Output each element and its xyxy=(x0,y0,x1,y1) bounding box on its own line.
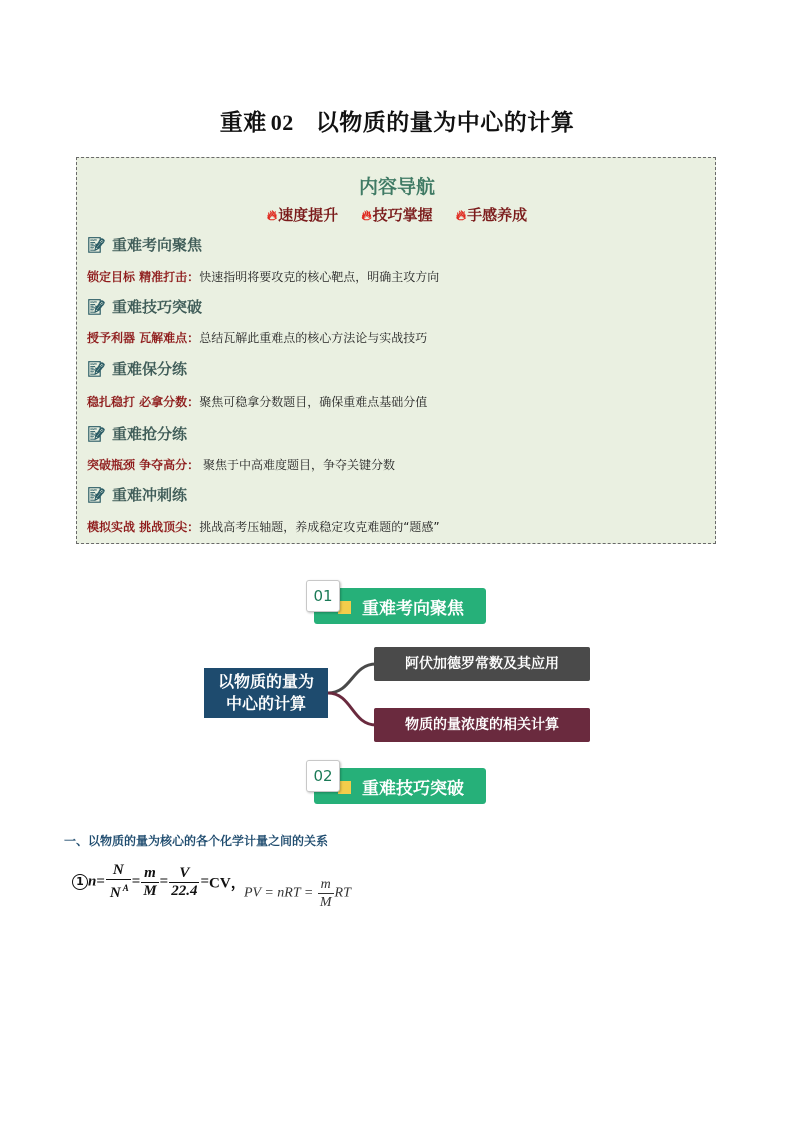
nav-section-line: 稳扎稳打 必拿分数：聚焦可稳拿分数题目，确保重难点基础分值 xyxy=(87,395,428,409)
nav-section-heading: 📝︎ 重难技巧突破 xyxy=(87,298,203,316)
fraction: $\frac{m}{M}$ xyxy=(143,864,157,899)
nav-tag-feel: 🔥︎手感养成 xyxy=(455,206,528,224)
mindmap-branch-avogadro: 阿伏加德罗常数及其应用 xyxy=(374,647,590,681)
fraction: $\frac{V}{22.4}$ xyxy=(171,864,198,899)
flame-icon: 🔥︎ xyxy=(455,208,467,224)
nav-section-heading: 📝︎ 重难冲刺练 xyxy=(87,486,188,504)
nav-tag-skill: 🔥︎技巧掌握 xyxy=(361,206,433,224)
book-edit-icon: 📝︎ xyxy=(87,236,107,254)
nav-section-heading: 📝︎ 重难考向聚焦 xyxy=(87,236,203,254)
nav-section-heading: 📝︎ 重难保分练 xyxy=(87,360,188,378)
badge-number: 02 xyxy=(306,760,340,792)
fraction: $\frac{N}{N ^A}$ xyxy=(106,862,131,902)
nav-section-line: 突破瓶颈 争夺高分： 聚焦于中高难度题目，争夺关键分数 xyxy=(87,458,396,472)
book-edit-icon: 📝︎ xyxy=(87,425,107,443)
flame-icon: 🔥︎ xyxy=(266,208,278,224)
book-edit-icon: 📝︎ xyxy=(87,486,107,504)
flame-icon: 🔥︎ xyxy=(361,208,372,224)
fraction: $\frac{m}{M}$ xyxy=(319,877,332,910)
title-number: 02 xyxy=(270,110,294,135)
badge-label: 重难考向聚焦 xyxy=(362,599,464,619)
badge-number: 01 xyxy=(306,580,340,612)
nav-tag-speed: 🔥︎速度提升 xyxy=(266,206,339,224)
section-heading: 一、以物质的量为核心的各个化学计量之间的关系 xyxy=(64,834,329,848)
title-text: 以物质的量为中心的计算 xyxy=(315,110,575,136)
mindmap-branch-concentration: 物质的量浓度的相关计算 xyxy=(374,708,590,742)
nav-section-heading: 📝︎ 重难抢分练 xyxy=(87,425,188,443)
badge-label: 重难技巧突破 xyxy=(362,779,464,799)
mindmap-center-node: 以物质的量为 中心的计算 xyxy=(204,668,328,718)
nav-section-line: 授予利器 瓦解难点：总结瓦解此重难点的核心方法论与实战技巧 xyxy=(87,331,428,345)
title-prefix: 重难 xyxy=(219,110,267,136)
nav-section-line: 模拟实战 挑战顶尖：挑战高考压轴题，养成稳定攻克难题的“题感” xyxy=(87,520,440,534)
nav-title: 内容导航 xyxy=(358,176,435,198)
book-edit-icon: 📝︎ xyxy=(87,298,107,316)
section-badge-02 xyxy=(306,760,486,804)
nav-section-line: 锁定目标 精准打击：快速指明将要攻克的核心靶点，明确主攻方向 xyxy=(87,270,440,284)
formula-ideal-gas: PV = nRT = $\frac{m}{M}$ RT xyxy=(244,877,351,910)
circled-number: 1 xyxy=(72,874,88,890)
formula-mole-relations: 1 n= $\frac{N}{N ^A}$ = $\frac{m}{M}$ = $\frac{V}{22.4}$ =CV， xyxy=(72,862,246,902)
book-edit-icon: 📝︎ xyxy=(87,360,107,378)
